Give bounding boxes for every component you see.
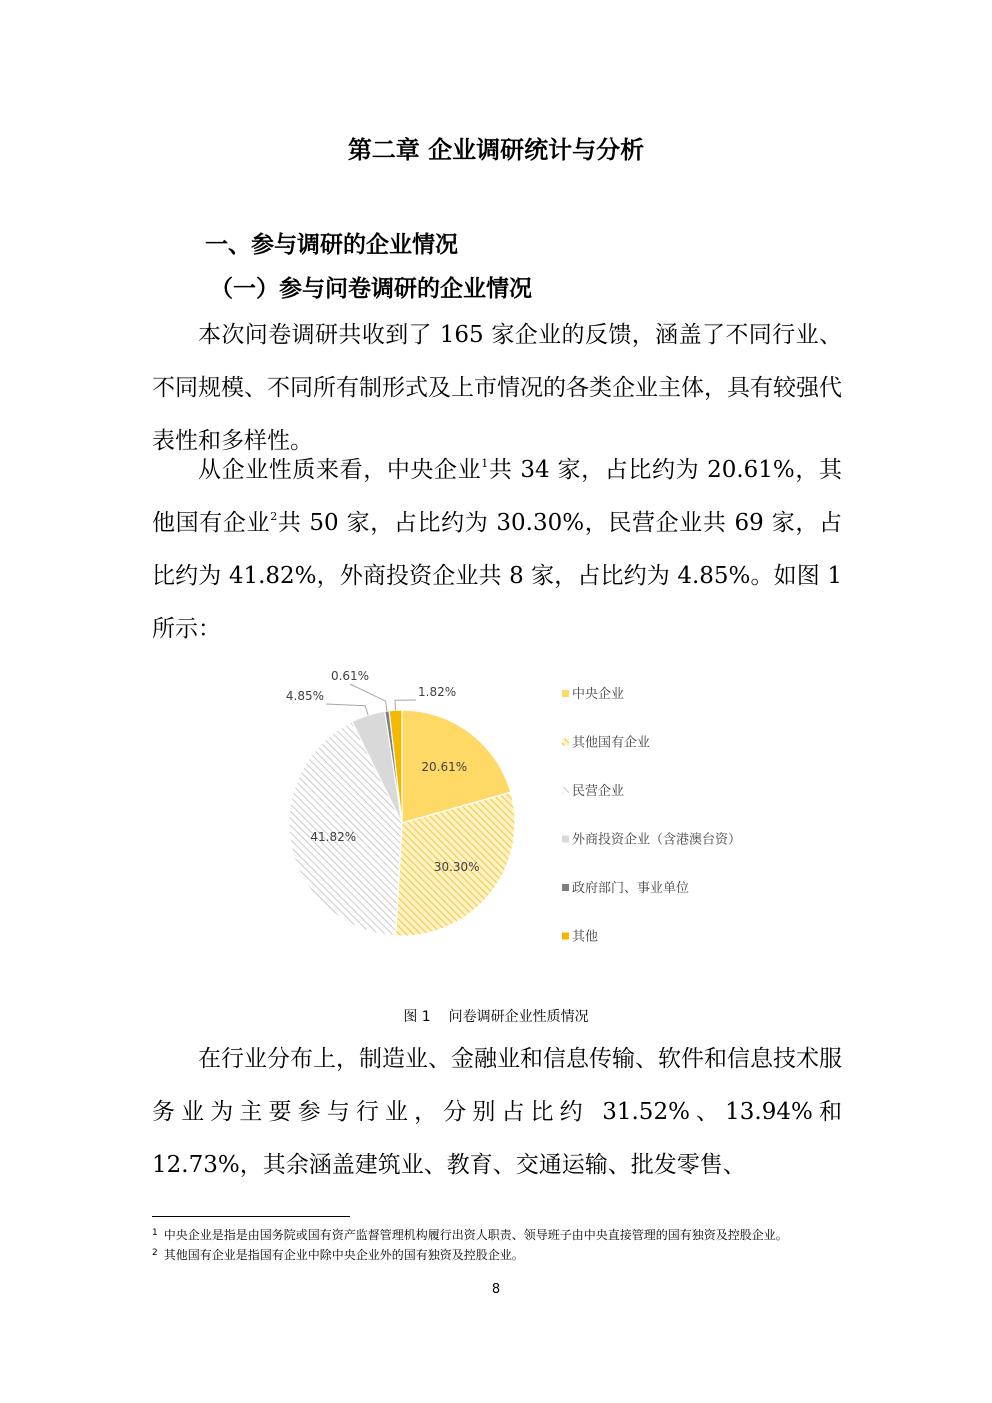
figure-caption-text: 问卷调研企业性质情况 <box>448 1009 589 1025</box>
paragraph-text: 共 50 家，占比约为 30.30%，民营企业共 69 家，占比约为 41.82%，外商投资企业共 8 家，占比约为 4.85%。如图 1 所示： <box>152 510 842 642</box>
paragraph-industry-distribution: 在行业分布上，制造业、金融业和信息传输、软件和信息技术服务业为主要参与行业，分别占比约 31.52%、13.94%和 12.73%，其余涵盖建筑业、教育、交通运输、批发零售、 <box>152 1046 842 1178</box>
legend-label-central-soe: 中央企业 <box>572 687 625 702</box>
footnote-2 <box>152 1244 844 1264</box>
pie-label-government: 0.61% <box>330 669 370 683</box>
page-number: 8 <box>491 1282 501 1297</box>
pie-label-foreign: 4.85% <box>285 689 324 703</box>
footnote-separator <box>152 1216 350 1217</box>
legend-label-government: 政府部门、事业单位 <box>572 881 690 896</box>
footnote-text: 其他国有企业是指国有企业中除中央企业外的国有独资及控股企业。 <box>163 1248 524 1262</box>
paragraph-survey-overview: 本次问卷调研共收到了 165 家企业的反馈，涵盖了不同行业、不同规模、不同所有制形式及上市情况的各类企业主体，具有较强代表性和多样性。 <box>152 322 842 454</box>
pie-label-central-soe: 20.61% <box>421 760 468 775</box>
footnote-reference[interactable]: 1 <box>481 457 489 470</box>
pie-leader-line <box>350 684 387 711</box>
pie-label-other-soe: 30.30% <box>433 859 480 874</box>
pie-leader-line <box>326 704 368 715</box>
legend-label-other-soe: 其他国有企业 <box>572 735 651 751</box>
enterprise-nature-pie-chart <box>280 660 800 960</box>
footnote-text: 中央企业是指是由国务院或国有资产监督管理机构履行出资人职责、领导班子由中央直接管理的国有独资及控股企业。 <box>163 1228 788 1242</box>
figure-caption <box>0 1006 992 1026</box>
figure-label: 图 1 <box>403 1009 431 1025</box>
legend-swatch-central-soe <box>562 690 569 697</box>
legend-swatch-foreign <box>562 836 569 843</box>
legend-label-private: 民营企业 <box>572 784 625 799</box>
footnote-mark: 1 <box>152 1228 158 1238</box>
legend-label-foreign: 外商投资企业（含港澳台资） <box>572 832 742 848</box>
pie-leader-line <box>395 700 416 710</box>
chapter-title: 第二章 企业调研统计与分析 <box>347 136 645 164</box>
footnotes <box>152 1224 844 1264</box>
subsection-title: （一）参与问卷调研的企业情况 <box>210 275 532 302</box>
legend-swatch-other-soe <box>562 739 569 746</box>
paragraph-text: 从企业性质来看，中央企业 <box>198 457 482 483</box>
section-title: 一、参与调研的企业情况 <box>205 232 458 258</box>
legend-label-other: 其他 <box>572 929 599 945</box>
footnote-reference[interactable]: 2 <box>270 510 278 523</box>
footnote-mark: 2 <box>152 1248 158 1258</box>
legend-swatch-government <box>562 884 569 891</box>
paragraph-enterprise-nature <box>152 444 842 656</box>
footnote-1 <box>152 1224 844 1244</box>
pie-label-private: 41.82% <box>310 829 357 844</box>
paragraph-text: 共 34 家，占比约为 20.61%，其他国有企业 <box>152 457 842 536</box>
legend-swatch-private <box>562 787 569 794</box>
legend-swatch-other <box>562 933 569 940</box>
pie-label-other: 1.82% <box>418 685 457 699</box>
